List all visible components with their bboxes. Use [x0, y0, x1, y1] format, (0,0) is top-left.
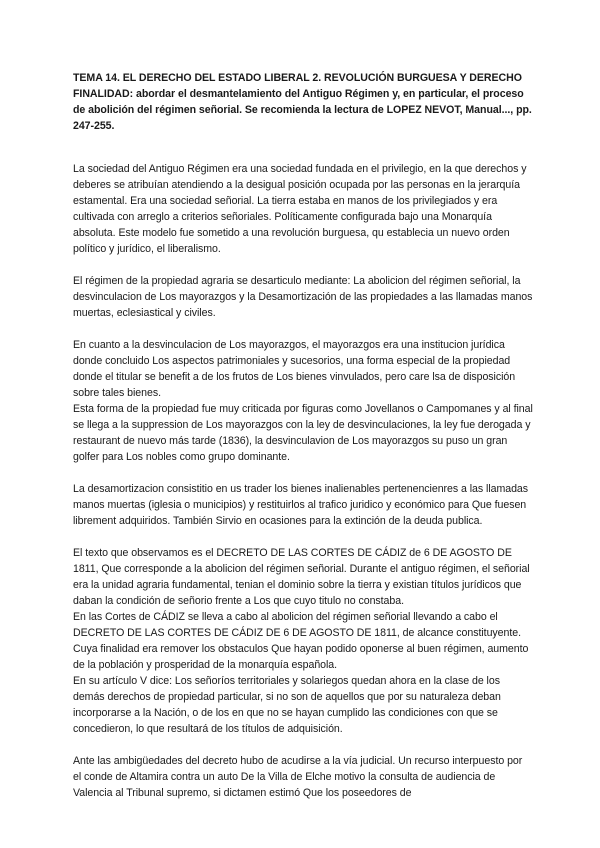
spacer: [73, 529, 533, 545]
document-purpose: FINALIDAD: abordar el desmantelamiento del Antiguo Régimen y, en particular, el proceso de abolición del régimen señorial. Se recomienda la lectura de LOPEZ NEVOT, Manual..., pp. 247-255.: [73, 88, 532, 132]
document-body: [73, 70, 533, 801]
paragraph-antiguo-regimen: La sociedad del Antiguo Régimen era una sociedad fundada en el privilegio, en la que derechos y deberes se atribuían atendiendo a la desigual posición ocupada por las personas en la jerarquía estamental. Era una sociedad señorial. La tierra estaba en manos de los privilegiados y era cultivada con arreglo a criterios señoriales. Políticamente configurada bajo una Monarquía absoluta. Este modelo fue sometido a una revolución burguesa, qu establecia un nuevo orden político y jurídico, el liberalismo.: [73, 163, 527, 255]
paragraph-mayorazgos-critica: Esta forma de la propiedad fue muy criticada por figuras como Jovellanos o Campomanes y al final se llega a la suppression de Los mayorazgos con la ley de desvinculaciones, la ley fue derogada y restaurant de nuevo más tarde (1836), la desvinculavion de Los mayorazgos su puso un gran golfer para Los nobles como grupo dominante.: [73, 403, 533, 463]
paragraph-decreto: El texto que observamos es el DECRETO DE LAS CORTES DE CÁDIZ de 6 DE AGOSTO DE 1811, Que corresponde a la abolicion del régimen señorial. Durante el antiguo régimen, el señorial era la unidad agraria fundamental, tenian el dominio sobre la tierra y existian títulos jurídicos que daban la condición de señorio frente a Los que cuyo titulo no constaba.: [73, 547, 530, 607]
paragraph-cortes-cadiz: En las Cortes de CÁDIZ se lleva a cabo al abolicion del régimen señorial llevando a cabo el DECRETO DE LAS CORTES DE CÁDIZ DE 6 DE AGOSTO DE 1811, de alcance constituyente. Cuya finalidad era remover los obstaculos Que hayan podido oponerse al buen régimen, aumento de la población y prosperidad de la monarquía española.: [73, 611, 529, 671]
paragraph-propiedad-agraria: El régimen de la propiedad agraria se desarticulo mediante: La abolicion del régimen señorial, la desvinculacion de Los mayorazgos y la Desamortización de las propiedades a las llamadas manos muertas, eclesiastical y civiles.: [73, 275, 533, 319]
document-title: TEMA 14. EL DERECHO DEL ESTADO LIBERAL 2. REVOLUCIÓN BURGUESA Y DERECHO: [73, 72, 522, 84]
spacer: [73, 257, 533, 273]
paragraph-via-judicial: Ante las ambigüedades del decreto hubo de acudirse a la vía judicial. Un recurso interpuesto por el conde de Altamira contra un auto De la Villa de Elche motivo la consulta de audiencia de Valencia al Tribunal supremo, si dictamen estimó Que los poseedores de: [73, 755, 523, 799]
spacer: [73, 465, 533, 481]
paragraph-mayorazgos: En cuanto a la desvinculacion de Los mayorazgos, el mayorazgos era una institucion jurídica donde concluido Los aspectos patrimoniales y sucesorios, una forma especial de la propiedad donde el titular se benefit a de los frutos de Los bienes vinvulados, pero care lsa de disposición sobre tales bienes.: [73, 339, 516, 399]
spacer: [73, 134, 533, 161]
paragraph-articulo-v: En su artículo V dice: Los señoríos territoriales y solariegos quedan ahora en la clase de los demás derechos de propiedad particular, si no son de aquellos que por su naturaleza deban incorporarse a la Nación, o de los en que no se hayan cumplido las condiciones con que se concedieron, lo que resultará de los títulos de adquisición.: [73, 675, 501, 735]
spacer: [73, 321, 533, 337]
spacer: [73, 737, 533, 753]
paragraph-desamortizacion: La desamortizacion consistitio en us trader los bienes inalienables pertenencienres a las llamadas manos muertas (iglesia o municipios) y restituirlos al trafico juridico y económico para Que fuesen librement adquiridos. También Sirvio en ocasiones para la extinción de la deuda publica.: [73, 483, 529, 527]
